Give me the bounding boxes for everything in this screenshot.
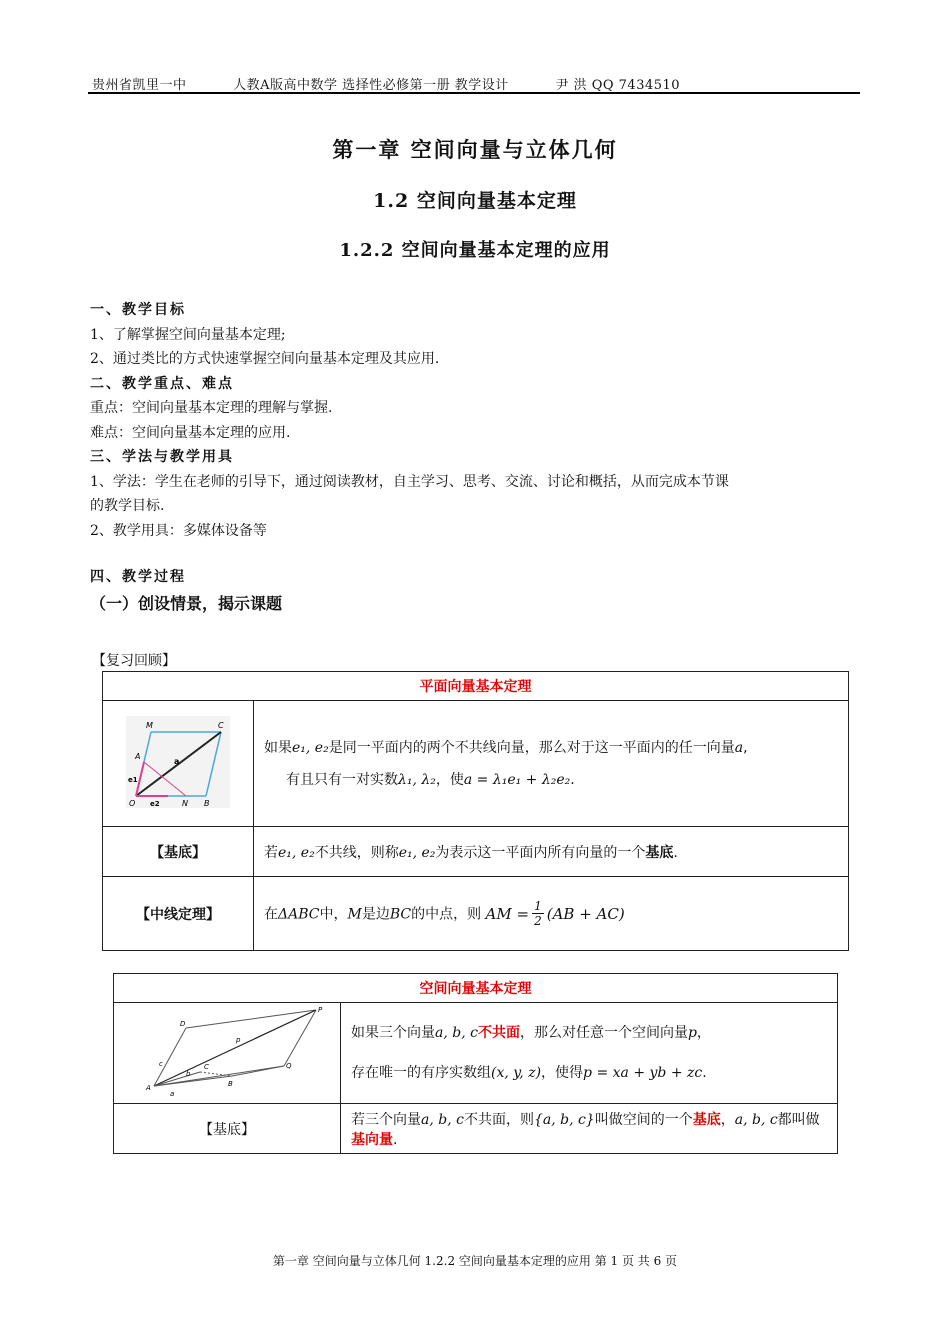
- diag-aq: [154, 1066, 284, 1086]
- header-author: 尹 洪 QQ 7434510: [555, 78, 681, 93]
- parallelepiped-figure: [124, 1004, 330, 1098]
- label-e2: e2: [150, 799, 160, 808]
- key-heading: 二、教学重点、难点: [90, 375, 234, 392]
- not-coplanar: 不共面: [477, 1025, 520, 1041]
- lesson-body: [90, 298, 860, 616]
- header-divider: [88, 92, 860, 94]
- label-n: N: [182, 798, 188, 808]
- space-theorem-table: [113, 973, 838, 1154]
- process-heading: 四、教学过程: [90, 569, 186, 585]
- key-difficulty: 难点：空间向量基本定理的应用.: [90, 424, 291, 441]
- label-d: D: [180, 1020, 186, 1028]
- plane-theorem-statement: 如果e₁, e₂是同一平面内的两个不共线向量，那么对于这一平面内的任一向量a, 有且只有一对实数λ₁, λ₂，使a = λ₁e₁ + λ₂e₂.: [254, 701, 849, 827]
- page-header: [92, 74, 860, 93]
- label-c: C: [218, 720, 224, 730]
- label-vec-p: p: [236, 1036, 241, 1044]
- label-b: B: [204, 798, 210, 808]
- header-school: 贵州省凯里一中: [92, 78, 187, 93]
- vars-lambda: λ₁, λ₂: [398, 771, 436, 788]
- space-equation: p = xa + yb + zc: [583, 1065, 703, 1081]
- plane-table-caption: 平面向量基本定理: [103, 672, 849, 701]
- label-b: B: [228, 1080, 233, 1088]
- space-table-caption: 空间向量基本定理: [114, 974, 838, 1003]
- space-figure-cell: [114, 1003, 341, 1104]
- median-theorem-label: 【中线定理】: [103, 877, 254, 951]
- parallelogram-figure: [126, 716, 230, 808]
- space-basis-text: 若三个向量a, b, c不共面，则{a, b, c}叫做空间的一个基底，a, b, c都叫做基向量.: [341, 1104, 838, 1154]
- space-basis-label: 【基底】: [114, 1104, 341, 1154]
- methods-item2: 2、教学用具：多媒体设备等: [90, 522, 267, 539]
- plane-basis-text: 若e₁, e₂不共线，则称e₁, e₂为表示这一平面内所有向量的一个基底.: [254, 827, 849, 877]
- goal-item: 1、了解掌握空间向量基本定理;: [90, 326, 286, 343]
- edge-cb: [200, 1072, 232, 1076]
- label-vec-c: c: [159, 1060, 163, 1068]
- review-label: 【复习回顾】: [92, 653, 176, 669]
- goals-heading: 一、教学目标: [90, 302, 186, 318]
- segment-an: [144, 762, 186, 796]
- label-vec-a: a: [174, 756, 180, 766]
- plane-figure-cell: [103, 701, 254, 827]
- label-e1: e1: [128, 775, 138, 784]
- basis-term: 基底: [645, 844, 674, 861]
- key-focus: 重点：空间向量基本定理的理解与掌握.: [90, 400, 333, 416]
- goal-item: 2、通过类比的方式快速掌握空间向量基本定理及其应用.: [90, 351, 440, 367]
- vars-e1-e2: e₁, e₂: [292, 739, 329, 756]
- plane-basis-label: 【基底】: [103, 827, 254, 877]
- label-c: C: [204, 1063, 209, 1071]
- var-a: a: [734, 739, 744, 756]
- label-p: P: [318, 1006, 323, 1014]
- fraction-half: $\frac{1}{2}$: [534, 899, 542, 928]
- plane-theorem-table: [102, 671, 849, 951]
- plane-equation: a = λ₁e₁ + λ₂e₂: [463, 771, 571, 788]
- methods-heading: 三、学法与教学用具: [90, 449, 234, 465]
- label-a: A: [135, 751, 141, 761]
- edge-qp: [284, 1010, 316, 1066]
- header-course: 人教A版高中数学 选择性必修第一册 教学设计: [233, 78, 509, 93]
- label-m: M: [146, 720, 153, 730]
- subsection-title: 1.2.2 空间向量基本定理的应用: [339, 240, 611, 261]
- median-theorem-text: 在ΔABC中，M是边BC的中点，则 AM = $\frac{1}{2}$ (AB + AC): [254, 877, 849, 951]
- median-equation: AM = $\frac{1}{2}$ (AB + AC): [485, 899, 625, 928]
- basis-term: 基底: [692, 1111, 721, 1128]
- methods-item1-cont: 的教学目标.: [90, 498, 165, 514]
- process-subheading: （一）创设情景，揭示课题: [90, 593, 283, 613]
- chapter-title: 第一章 空间向量与立体几何: [332, 137, 618, 162]
- section-title: 1.2 空间向量基本定理: [373, 190, 577, 212]
- methods-item1: 1、学法：学生在老师的引导下，通过阅读教材，自主学习、思考、交流、讨论和概括，从而完成本节课: [90, 473, 729, 490]
- label-q: Q: [286, 1062, 292, 1070]
- label-o: O: [129, 798, 136, 808]
- label-a: A: [146, 1084, 151, 1092]
- space-theorem-statement: 如果三个向量a, b, c不共面，那么对任意一个空间向量p， 存在唯一的有序实数组(x, y, z)，使得p = xa + yb + zc.: [341, 1003, 838, 1104]
- label-vec-b: b: [186, 1070, 191, 1078]
- page-footer: 第一章 空间向量与立体几何 1.2.2 空间向量基本定理的应用 第 1 页 共 6 页: [272, 1254, 678, 1268]
- label-vec-a: a: [170, 1090, 175, 1098]
- basis-vector-term: 基向量: [351, 1131, 393, 1148]
